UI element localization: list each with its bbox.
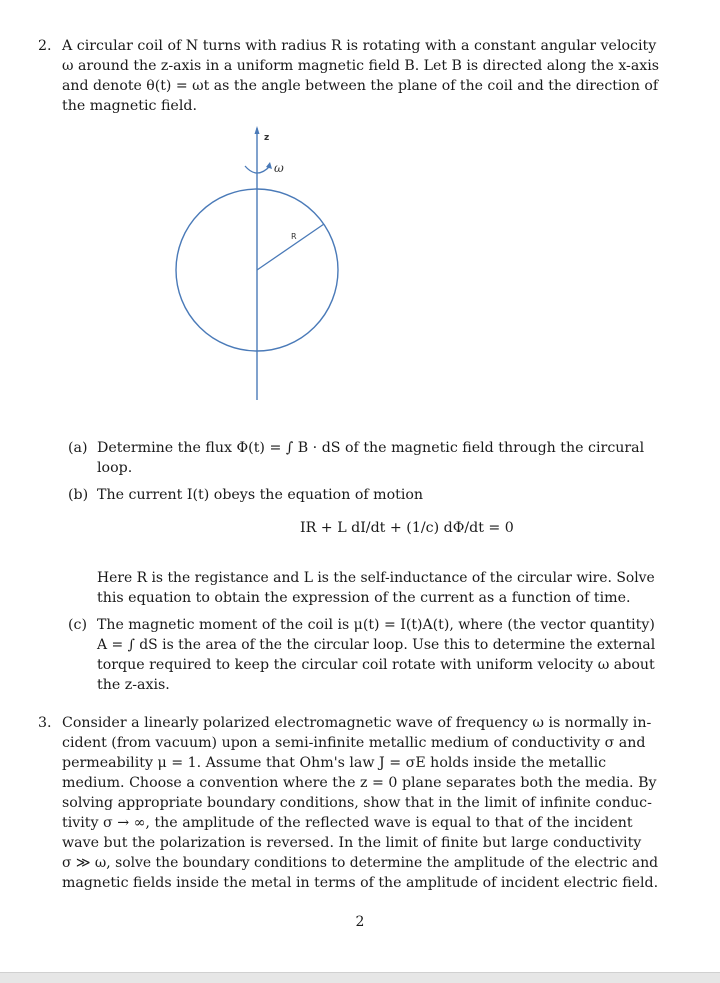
problem-3-number: 3. — [38, 715, 52, 731]
rotating-coil-diagram — [160, 118, 360, 403]
part-c-text — [97, 615, 655, 695]
z-axis-label: z — [264, 133, 270, 143]
radius-label: R — [291, 232, 297, 241]
text-line: solving appropriate boundary conditions, show that in the limit of infinite conduc- — [62, 795, 652, 811]
page-number: 2 — [355, 914, 365, 930]
text-line: Consider a linearly polarized electromagnetic wave of frequency ω is normally in- — [62, 715, 652, 731]
radius-line — [257, 224, 324, 270]
text-line: cident (from vacuum) upon a semi-infinite metallic medium of conductivity σ and — [62, 735, 646, 751]
text-line: magnetic fields inside the metal in terms of the amplitude of incident electric field. — [62, 875, 659, 891]
z-axis-arrowhead — [255, 126, 260, 134]
part-b-after-text — [97, 568, 655, 608]
part-c-label: (c) — [68, 617, 88, 633]
text-line: tivity σ → ∞, the amplitude of the reflected wave is equal to that of the incident — [62, 815, 633, 831]
text-line: permeability μ = 1. Assume that Ohm's law J = σE holds inside the metallic — [62, 755, 607, 771]
text-line: this equation to obtain the expression of the current as a function of time. — [97, 590, 631, 606]
text-line: the z-axis. — [97, 677, 170, 693]
text-line: The current I(t) obeys the equation of motion — [97, 487, 424, 503]
problem-3-text — [62, 713, 658, 893]
problem-2-intro — [62, 36, 658, 116]
rotation-arrowhead-icon — [266, 162, 272, 169]
text-line: loop. — [97, 460, 133, 476]
text-line: Determine the flux Φ(t) = ∫ B · dS of the magnetic field through the circural — [97, 440, 645, 456]
part-b-label: (b) — [68, 487, 89, 503]
text-line: wave but the polarization is reversed. In the limit of finite but large conductivity — [62, 835, 642, 851]
text-line: torque required to keep the circular coil rotate with uniform velocity ω about — [97, 657, 655, 673]
text-line: σ ≫ ω, solve the boundary conditions to determine the amplitude of the electric and — [62, 855, 659, 871]
text-line: the magnetic field. — [62, 98, 197, 114]
part-a-text — [97, 438, 655, 478]
text-line: ω around the z-axis in a uniform magnetic field B. Let B is directed along the x-axis — [62, 58, 659, 74]
text-line: and denote θ(t) = ωt as the angle between the plane of the coil and the direction of — [62, 78, 659, 94]
problem-2-number: 2. — [38, 38, 52, 54]
text-line: A = ∫ dS is the area of the the circular loop. Use this to determine the external — [97, 637, 656, 653]
part-b-text — [97, 485, 655, 505]
text-line: The magnetic moment of the coil is μ(t) = I(t)A(t), where (the vector quantity) — [97, 617, 655, 633]
part-a-label: (a) — [68, 440, 88, 456]
viewer-bottom-edge — [0, 972, 720, 983]
omega-label: ω — [274, 161, 284, 175]
text-line: A circular coil of N turns with radius R is rotating with a constant angular velocity — [62, 38, 657, 54]
text-line: medium. Choose a convention where the z = 0 plane separates both the media. By — [62, 775, 657, 791]
equation-of-motion: IR + L dI/dt + (1/c) dΦ/dt = 0 — [300, 520, 514, 536]
text-line: Here R is the registance and L is the self-inductance of the circular wire. Solve — [97, 570, 655, 586]
